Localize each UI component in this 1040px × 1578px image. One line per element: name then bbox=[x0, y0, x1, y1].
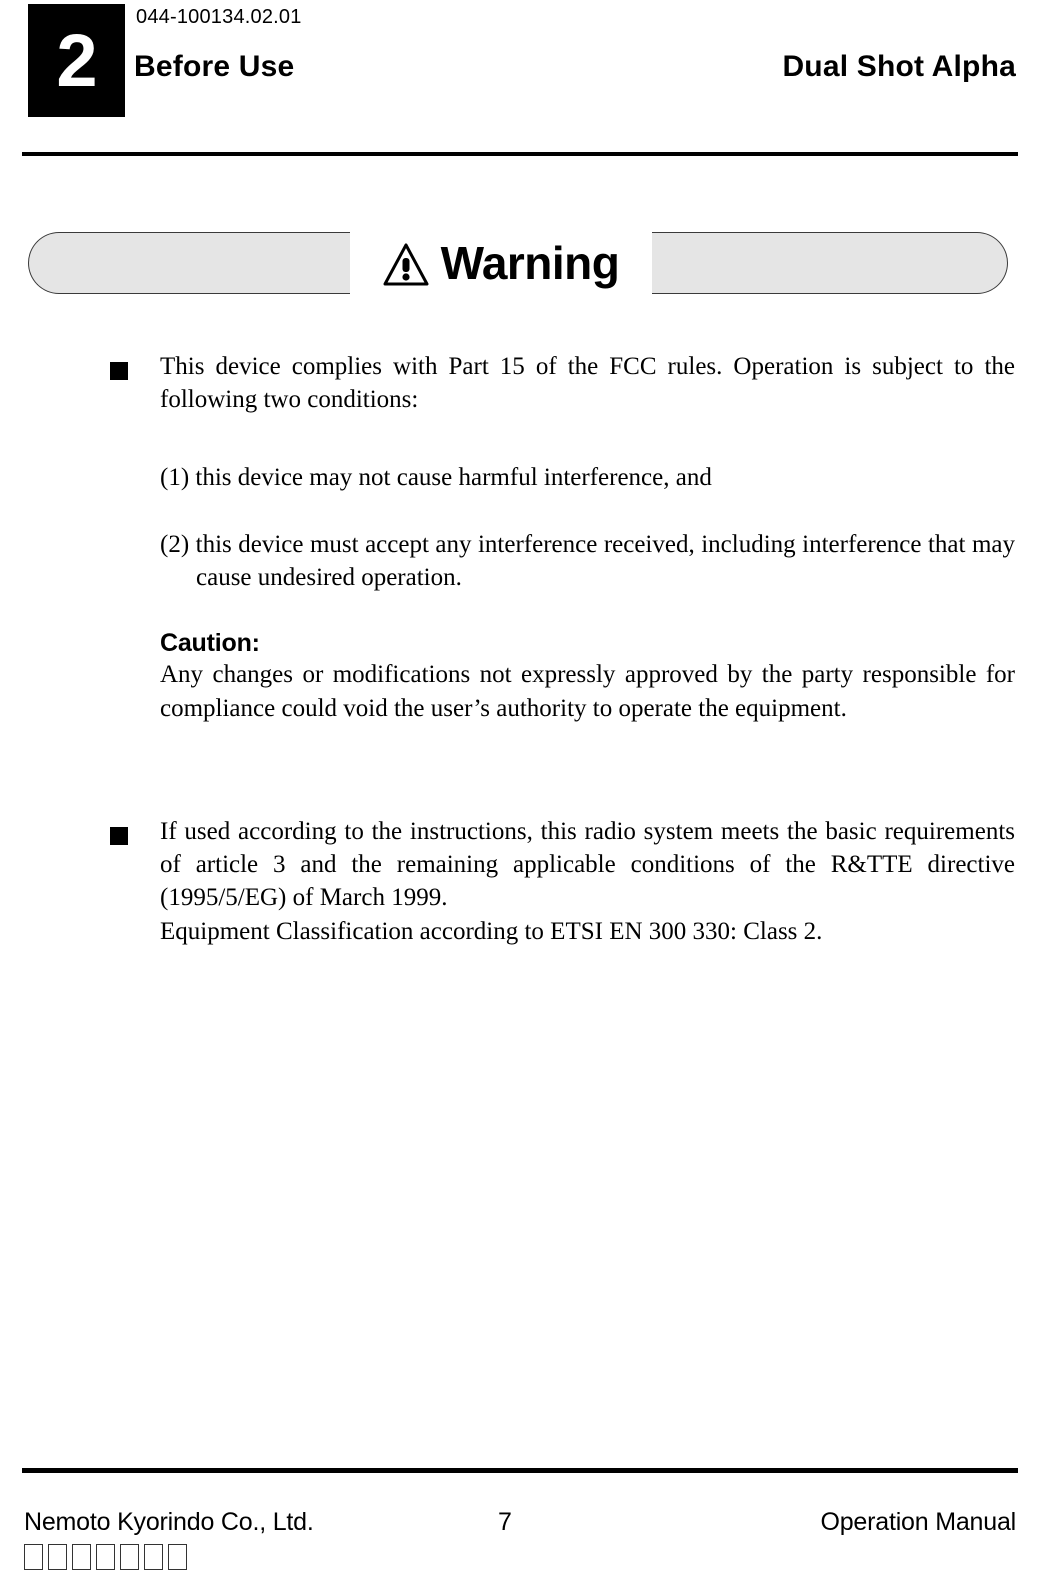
warning-banner-center bbox=[350, 226, 652, 300]
missing-glyph-box bbox=[144, 1544, 163, 1570]
section-title: Before Use bbox=[134, 50, 295, 83]
spacer bbox=[160, 417, 1015, 461]
header-divider bbox=[22, 152, 1018, 156]
caution-text: Any changes or modifications not expressly approved by the party responsible for compliance could void the user’s authority to operate the equipment. bbox=[160, 661, 1015, 722]
missing-glyph-box bbox=[72, 1544, 91, 1570]
missing-glyph-box bbox=[24, 1544, 43, 1570]
equipment-classification-text: Equipment Classification according to ETSI EN 300 330: Class 2. bbox=[160, 917, 823, 945]
page-footer bbox=[0, 1448, 1040, 1578]
warning-triangle-icon bbox=[383, 243, 429, 287]
page-content bbox=[0, 350, 1040, 948]
document-number: 044-100134.02.01 bbox=[136, 6, 302, 28]
footer-row bbox=[0, 1508, 1040, 1542]
banner-bar-left bbox=[28, 232, 350, 294]
warning-label: Warning bbox=[440, 237, 620, 289]
spacer bbox=[160, 494, 1015, 528]
chapter-number-badge: 2 bbox=[28, 4, 125, 117]
fcc-intro-text: This device complies with Part 15 of the FCC rules. Operation is subject to the following two conditions: bbox=[160, 353, 1015, 414]
footer-manual-label: Operation Manual bbox=[820, 1508, 1016, 1536]
page-number: 7 bbox=[498, 1508, 512, 1536]
spacer bbox=[160, 594, 1015, 628]
missing-glyph-box bbox=[168, 1544, 187, 1570]
rtte-paragraph: If used according to the instructions, this radio system meets the basic requirements of article 3 and the remaining applicable conditions of the R&TTE directive (1995/5/EG) of March 1999. bbox=[160, 817, 1015, 912]
footer-divider bbox=[22, 1468, 1018, 1473]
product-title: Dual Shot Alpha bbox=[782, 50, 1016, 83]
warning-banner bbox=[0, 232, 1040, 296]
banner-bar-right bbox=[652, 232, 1008, 294]
missing-glyph-box bbox=[120, 1544, 139, 1570]
missing-glyph-box bbox=[48, 1544, 67, 1570]
footer-company-name: Nemoto Kyorindo Co., Ltd. bbox=[24, 1508, 314, 1536]
fcc-condition-2: (2) this device must accept any interference received, including interference that may cause undesired operation. bbox=[160, 530, 1015, 591]
fcc-compliance-block bbox=[0, 350, 1040, 725]
footer-cjk-glyphs bbox=[24, 1544, 187, 1570]
caution-heading: Caution: bbox=[160, 629, 260, 658]
square-bullet-icon bbox=[110, 362, 128, 380]
fcc-condition-1: (1) this device may not cause harmful interference, and bbox=[160, 463, 712, 491]
rtte-compliance-block bbox=[0, 815, 1040, 948]
spacer bbox=[0, 725, 1040, 815]
page-header bbox=[0, 0, 1040, 156]
square-bullet-icon bbox=[110, 827, 128, 845]
missing-glyph-box bbox=[96, 1544, 115, 1570]
